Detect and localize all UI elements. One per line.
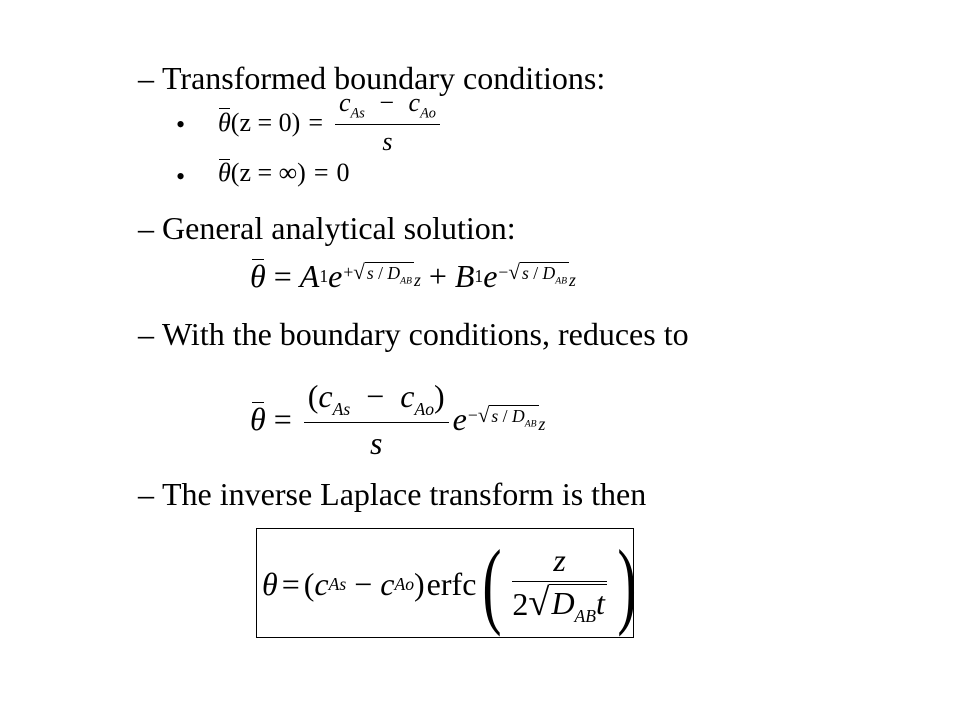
sub-AB: AB [524, 418, 537, 430]
theta: θ [262, 565, 278, 602]
sub-AB: AB [400, 274, 412, 286]
sub-Ao: Ao [394, 573, 415, 594]
e: e [483, 258, 498, 294]
equals: = [273, 258, 292, 294]
s: s [366, 262, 374, 283]
big-rparen: ) [617, 530, 637, 637]
e: e [452, 401, 467, 438]
heading-general-solution [138, 212, 516, 244]
e: e [328, 258, 343, 294]
big-lparen: ( [482, 530, 502, 637]
sqrt-sign: √ [508, 259, 520, 284]
heading-text: The inverse Laplace transform is then [162, 476, 647, 512]
bc2-equation [218, 158, 350, 188]
erfc: erfc [426, 565, 477, 602]
B: B [454, 258, 475, 294]
radicand [365, 262, 414, 286]
equals: = [281, 565, 300, 602]
denominator: s [369, 424, 383, 461]
equals: = [273, 401, 292, 438]
equals: = [313, 158, 329, 187]
theta-bar: θ [250, 401, 266, 438]
rparen: ) [434, 378, 445, 414]
c: c [408, 88, 421, 117]
slash: / [502, 406, 508, 427]
z: z [569, 270, 576, 291]
plus-sign: + [343, 261, 354, 282]
exponent-neg [498, 259, 576, 292]
exponent-neg [468, 405, 546, 435]
denominator: s [382, 127, 393, 157]
bc2-arg: (z = ∞) [230, 158, 306, 187]
t: t [596, 584, 605, 621]
sub-As: As [332, 398, 351, 419]
sqrt [353, 259, 414, 286]
c: c [318, 378, 333, 414]
minus-sign: − [498, 261, 509, 282]
minus: − [366, 378, 385, 414]
c: c [314, 565, 329, 602]
radicand [549, 584, 607, 627]
sqrt [528, 581, 607, 627]
heading-text: Transformed boundary conditions: [162, 60, 606, 96]
reduced-solution-equation [250, 378, 545, 462]
bc1-equation [218, 88, 444, 157]
bc1-arg: (z = 0) [230, 107, 301, 137]
theta-bar: θ [218, 158, 231, 187]
heading-reduces-to [138, 318, 689, 350]
c: c [400, 378, 415, 414]
reduced-fraction [304, 378, 449, 462]
minus: − [354, 565, 373, 602]
radicand [489, 405, 538, 429]
minus-sign: − [467, 405, 478, 426]
sub-AB: AB [574, 605, 597, 626]
c: c [380, 565, 395, 602]
sqrt [508, 259, 569, 286]
sub-Ao: Ao [420, 105, 436, 122]
z: z [413, 270, 421, 291]
minus: − [379, 88, 395, 117]
z: z [538, 413, 546, 434]
s: s [521, 262, 529, 283]
D: D [542, 262, 556, 283]
radicand [520, 262, 569, 286]
numerator [304, 378, 449, 422]
bullet-2: • [176, 162, 186, 191]
sub-1: 1 [319, 266, 329, 286]
D: D [387, 262, 401, 283]
bc1-fraction [335, 88, 440, 157]
dash: – [138, 316, 154, 352]
sub-AB: AB [555, 274, 568, 286]
rparen: ) [414, 565, 425, 602]
lparen: ( [303, 565, 315, 602]
sub-As: As [350, 105, 365, 122]
numerator: z [553, 541, 566, 578]
D: D [511, 406, 525, 427]
dash: – [138, 476, 154, 512]
exponent-pos [343, 259, 421, 292]
slash: / [378, 262, 383, 283]
sqrt-sign: √ [353, 259, 365, 284]
numerator [335, 88, 440, 124]
sub-1: 1 [474, 266, 484, 286]
sqrt-sign: √ [477, 403, 490, 428]
sqrt [478, 405, 539, 429]
sub-Ao: Ao [414, 398, 435, 419]
c: c [338, 88, 351, 117]
equals: = [308, 107, 323, 137]
D: D [551, 584, 575, 621]
plus: + [428, 258, 447, 294]
theta-bar: θ [250, 258, 266, 294]
zero: 0 [336, 158, 350, 187]
A: A [299, 258, 320, 294]
dash: – [138, 60, 154, 96]
sub-As: As [328, 573, 347, 594]
bullet-1: • [176, 110, 186, 139]
s: s [491, 406, 499, 427]
lparen: ( [307, 378, 319, 414]
two: 2 [512, 585, 529, 622]
erfc-argument-fraction [512, 542, 607, 627]
final-result-equation [262, 532, 643, 636]
heading-text: General analytical solution: [162, 210, 516, 246]
denominator [512, 582, 607, 627]
theta-bar: θ [218, 107, 231, 137]
general-solution-equation [250, 258, 576, 295]
dash: – [138, 210, 154, 246]
slash: / [533, 262, 539, 283]
heading-text: With the boundary conditions, reduces to [162, 316, 689, 352]
sqrt-sign: √ [528, 581, 550, 624]
heading-inverse-laplace [138, 478, 646, 510]
